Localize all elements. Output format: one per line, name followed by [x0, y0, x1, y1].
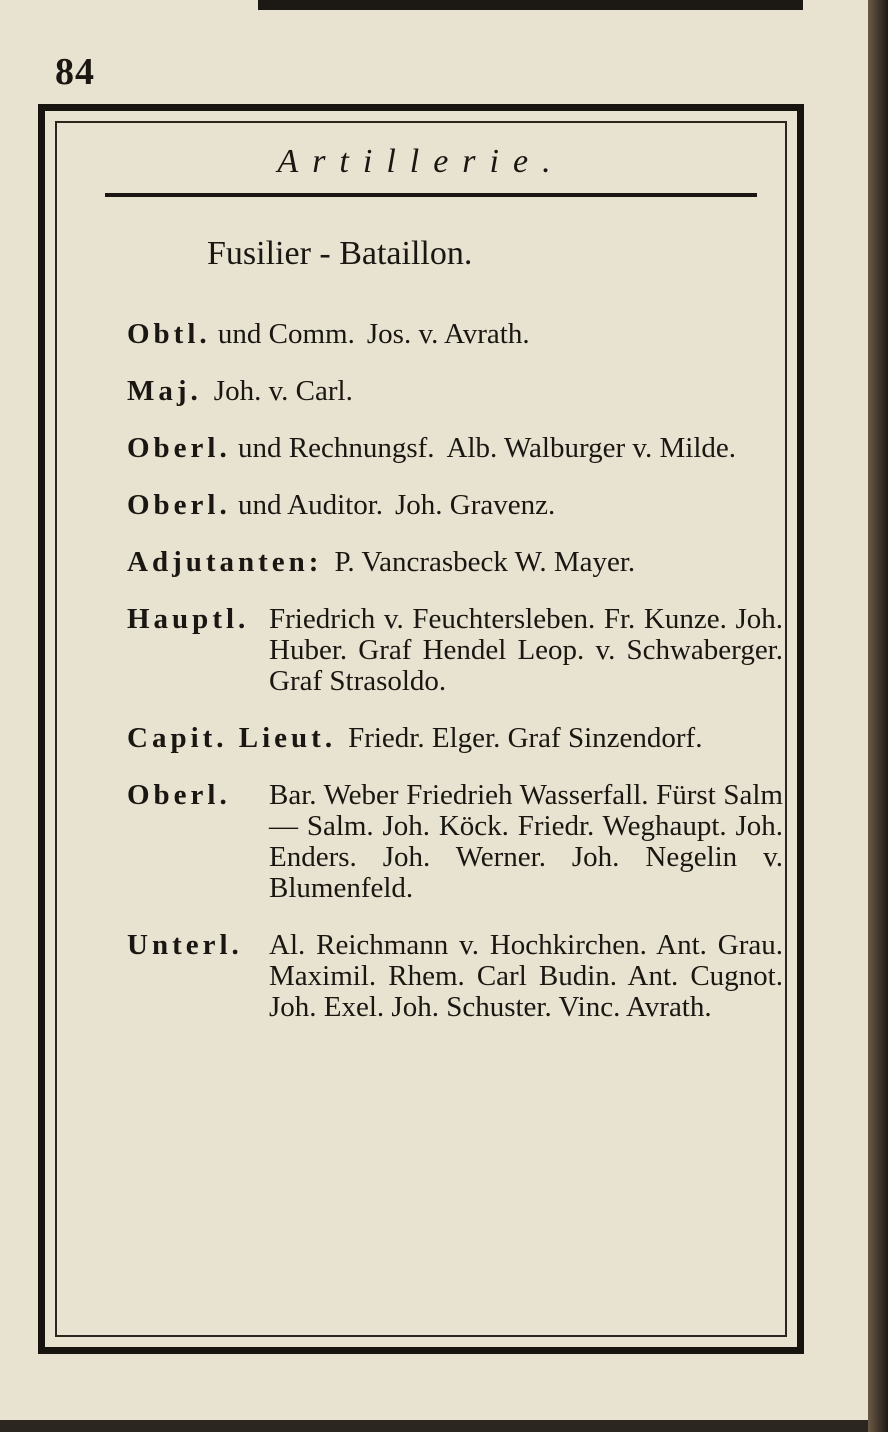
running-header: Artillerie.	[277, 143, 565, 180]
officer-names: Friedrich v. Feuchtersleben. Fr. Kunze. Joh. Huber. Graf Hendel Leop. v. Schwaberger. Graf Strasoldo.	[269, 603, 783, 697]
officer-names: Bar. Weber Friedrieh Wasserfall. Fürst Salm — Salm. Joh. Köck. Friedr. Weghaupt. Joh. Enders. Joh. Werner. Joh. Negelin v. Blumenfeld.	[269, 779, 783, 904]
roster-entry	[127, 319, 783, 350]
rank-label: Oberl. und Auditor.	[127, 489, 384, 521]
header-rule	[105, 193, 757, 197]
rank-label: Adjutanten:	[127, 546, 323, 578]
roster-entry	[127, 376, 783, 407]
roster-entry	[127, 780, 783, 904]
officer-names: P. Vancrasbeck W. Mayer.	[334, 546, 636, 578]
page-number: 84	[55, 51, 95, 93]
roster-entry	[127, 723, 783, 754]
rank-label: Capit. Lieut.	[127, 722, 337, 754]
officer-names: Al. Reichmann v. Hochkirchen. Ant. Grau. Maximil. Rhem. Carl Budin. Ant. Cugnot. Joh. Exel. Joh. Schuster. Vinc. Avrath.	[269, 929, 783, 1023]
page-frame	[38, 104, 804, 1354]
inner-frame	[55, 121, 787, 1337]
roster-entry	[127, 547, 783, 578]
officer-names: Jos. v. Avrath.	[366, 318, 530, 350]
officer-names: Alb. Walburger v. Milde.	[446, 432, 737, 464]
book-spine-edge	[868, 0, 888, 1432]
rank-label: Obtl. und Comm.	[127, 318, 355, 350]
rank-label: Unterl.	[127, 929, 243, 961]
rank-label: Oberl. und Rechnungsf.	[127, 432, 435, 464]
officer-names: Joh. v. Carl.	[213, 375, 353, 407]
roster-list	[127, 319, 783, 1049]
roster-entry	[127, 490, 783, 521]
rank-label: Oberl.	[127, 779, 231, 811]
top-shadow-strip	[258, 0, 803, 10]
rank-label: Hauptl.	[127, 603, 250, 635]
roster-entry	[127, 930, 783, 1023]
officer-names: Joh. Gravenz.	[395, 489, 556, 521]
rank-label: Maj.	[127, 375, 202, 407]
officer-names: Friedr. Elger. Graf Sinzendorf.	[348, 722, 703, 754]
roster-entry	[127, 433, 783, 464]
roster-entry	[127, 604, 783, 697]
section-title: Fusilier - Bataillon.	[207, 235, 473, 272]
